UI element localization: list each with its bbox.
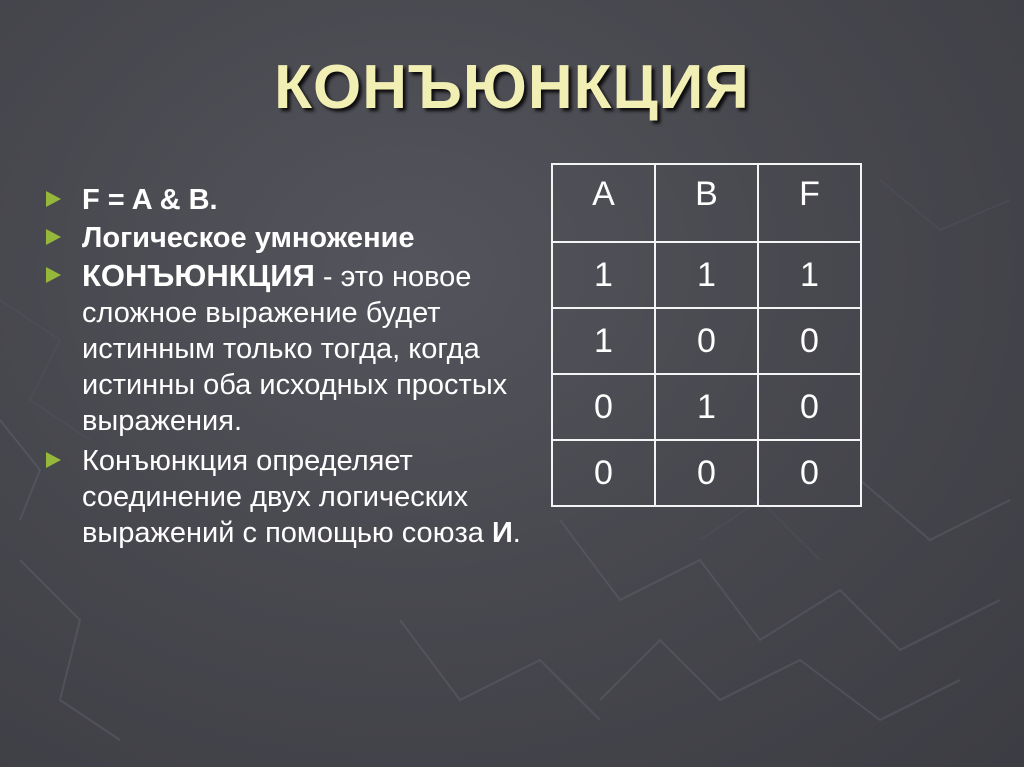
table-header-row [552,164,861,242]
table-cell: 1 [655,242,758,308]
table-cell: 0 [655,308,758,374]
bullet-item-connective [44,443,534,551]
slide-title: КОНЪЮНКЦИЯ [274,53,750,122]
table-header-cell: A [552,164,655,242]
table-cell: 0 [758,308,861,374]
bullet-item-formula [44,182,534,218]
bullet-list [44,182,534,551]
triangle-right-icon [46,191,61,207]
table-row [552,308,861,374]
bullet-emphasis: И [491,517,513,549]
table-cell: 0 [758,440,861,506]
bullet-text: F = A & B. [82,184,218,216]
triangle-right-icon [46,452,61,468]
truth-table [551,163,862,507]
table-cell: 0 [655,440,758,506]
table-cell: 1 [655,374,758,440]
bullet-text: Конъюнкция определяет соединение двух логических выражений с помощью союза [82,445,492,549]
table-cell: 0 [552,440,655,506]
table-row [552,440,861,506]
table-header-cell: F [758,164,861,242]
bullet-item-logical-multiplication [44,220,534,256]
triangle-right-icon [46,229,61,245]
triangle-right-icon [46,267,61,283]
table-row [552,374,861,440]
bullet-text-end: . [512,517,521,549]
table-cell: 1 [552,242,655,308]
table-cell: 1 [758,242,861,308]
bullet-term: КОНЪЮНКЦИЯ [82,258,315,293]
bullet-text: - это новое сложное выражение будет истинным только тогда, когда истинны оба исходных простых выражения. [82,261,508,437]
table-cell: 0 [758,374,861,440]
table-cell: 1 [552,308,655,374]
table-row [552,242,861,308]
table-header-cell: B [655,164,758,242]
bullet-text: Логическое умножение [82,222,415,254]
table-cell: 0 [552,374,655,440]
bullet-item-definition [44,258,534,439]
